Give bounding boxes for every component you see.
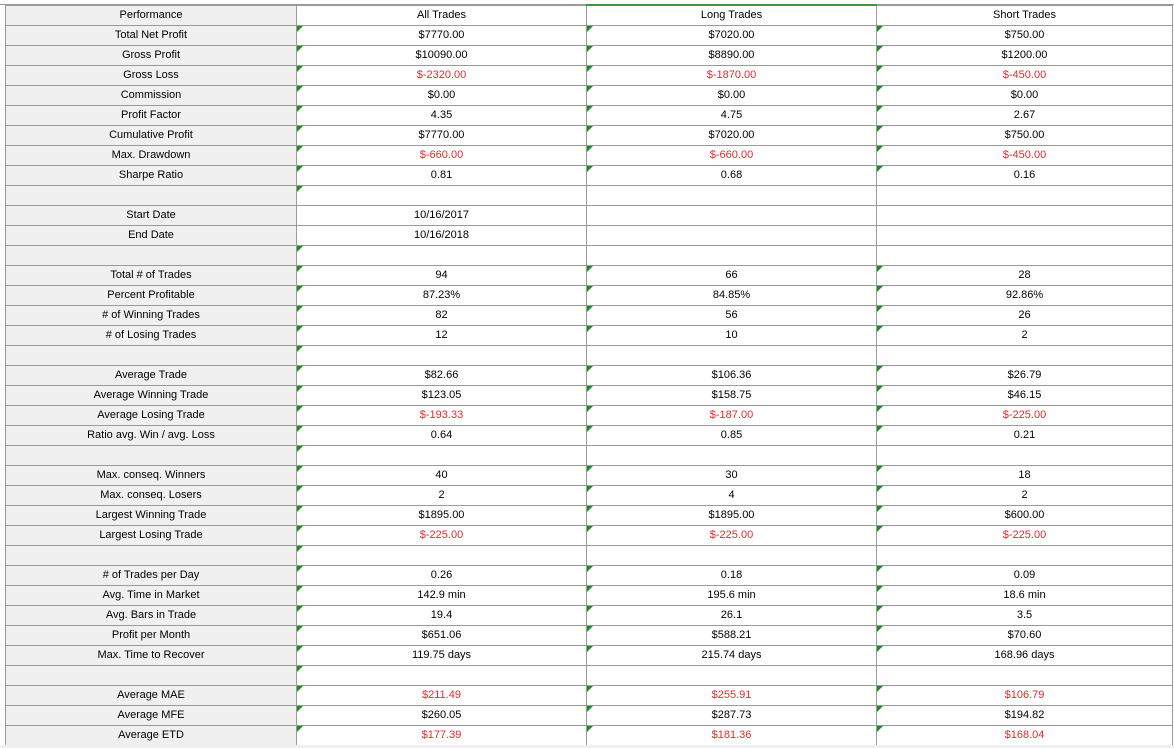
all-trades-cell[interactable]: 82 bbox=[297, 306, 587, 326]
row-label[interactable]: Sharpe Ratio bbox=[6, 166, 297, 186]
short-trades-cell[interactable]: $168.04 bbox=[877, 726, 1173, 746]
value-cell[interactable] bbox=[297, 666, 587, 686]
table-row bbox=[6, 626, 1173, 646]
all-trades-cell[interactable]: $-660.00 bbox=[297, 146, 587, 166]
row-label[interactable]: Avg. Time in Market bbox=[6, 586, 297, 606]
long-trades-cell[interactable]: $255.91 bbox=[587, 686, 877, 706]
value-cell[interactable] bbox=[587, 546, 877, 566]
all-trades-cell[interactable]: $82.66 bbox=[297, 366, 587, 386]
table-row bbox=[6, 286, 1173, 306]
all-trades-cell[interactable]: 0.81 bbox=[297, 166, 587, 186]
value-cell[interactable] bbox=[297, 446, 587, 466]
table-row bbox=[6, 706, 1173, 726]
row-label[interactable]: Total Net Profit bbox=[6, 26, 297, 46]
long-trades-cell[interactable]: $588.21 bbox=[587, 626, 877, 646]
table-row bbox=[6, 426, 1173, 446]
header-row bbox=[6, 5, 1173, 26]
row-label[interactable]: # of Winning Trades bbox=[6, 306, 297, 326]
short-trades-cell[interactable]: $194.82 bbox=[877, 706, 1173, 726]
long-trades-cell[interactable]: 66 bbox=[587, 266, 877, 286]
short-trades-cell[interactable]: $-225.00 bbox=[877, 406, 1173, 426]
row-label-cell[interactable] bbox=[6, 346, 297, 366]
short-trades-cell[interactable]: $-450.00 bbox=[877, 146, 1173, 166]
all-trades-cell[interactable]: $10090.00 bbox=[297, 46, 587, 66]
short-trades-cell[interactable]: 28 bbox=[877, 266, 1173, 286]
long-trades-cell[interactable]: $7020.00 bbox=[587, 126, 877, 146]
table-row bbox=[6, 226, 1173, 246]
short-trades-cell[interactable]: $46.15 bbox=[877, 386, 1173, 406]
all-trades-cell[interactable]: $0.00 bbox=[297, 86, 587, 106]
table-row bbox=[6, 126, 1173, 146]
all-trades-cell[interactable]: $1895.00 bbox=[297, 506, 587, 526]
long-trades-cell[interactable]: 10 bbox=[587, 326, 877, 346]
performance-grid bbox=[5, 4, 1173, 746]
all-trades-cell[interactable]: 119.75 days bbox=[297, 646, 587, 666]
short-trades-cell[interactable]: $26.79 bbox=[877, 366, 1173, 386]
row-label[interactable]: Profit Factor bbox=[6, 106, 297, 126]
long-trades-cell[interactable]: $7020.00 bbox=[587, 26, 877, 46]
value-cell[interactable] bbox=[587, 186, 877, 206]
spacer-row bbox=[6, 346, 1173, 366]
value-cell[interactable] bbox=[297, 186, 587, 206]
table-row bbox=[6, 606, 1173, 626]
all-trades-cell[interactable]: 19.4 bbox=[297, 606, 587, 626]
spacer-row bbox=[6, 446, 1173, 466]
value-cell[interactable] bbox=[297, 546, 587, 566]
table-row bbox=[6, 206, 1173, 226]
short-trades-cell[interactable]: 2.67 bbox=[877, 106, 1173, 126]
short-trades-cell[interactable]: 18.6 min bbox=[877, 586, 1173, 606]
row-label[interactable]: Max. conseq. Winners bbox=[6, 466, 297, 486]
table-row bbox=[6, 566, 1173, 586]
table-row bbox=[6, 486, 1173, 506]
long-trades-cell[interactable]: 4.75 bbox=[587, 106, 877, 126]
column-header-performance[interactable]: Performance bbox=[6, 5, 297, 26]
row-label[interactable]: Max. Time to Recover bbox=[6, 646, 297, 666]
long-trades-cell[interactable]: $-187.00 bbox=[587, 406, 877, 426]
row-label[interactable]: Gross Loss bbox=[6, 66, 297, 86]
table-row bbox=[6, 406, 1173, 426]
row-label[interactable]: Gross Profit bbox=[6, 46, 297, 66]
short-trades-cell[interactable]: 0.21 bbox=[877, 426, 1173, 446]
all-trades-cell[interactable]: $-193.33 bbox=[297, 406, 587, 426]
row-label[interactable]: Average ETD bbox=[6, 726, 297, 746]
row-label[interactable]: End Date bbox=[6, 226, 297, 246]
table-row bbox=[6, 26, 1173, 46]
all-trades-cell[interactable]: $7770.00 bbox=[297, 126, 587, 146]
table-row bbox=[6, 366, 1173, 386]
all-trades-cell[interactable]: $-225.00 bbox=[297, 526, 587, 546]
short-trades-cell[interactable] bbox=[877, 206, 1173, 226]
long-trades-cell[interactable]: 195.6 min bbox=[587, 586, 877, 606]
all-trades-cell[interactable]: $260.05 bbox=[297, 706, 587, 726]
short-trades-cell[interactable]: $750.00 bbox=[877, 26, 1173, 46]
value-cell[interactable] bbox=[877, 246, 1173, 266]
long-trades-cell[interactable]: 0.18 bbox=[587, 566, 877, 586]
table-row bbox=[6, 466, 1173, 486]
row-label[interactable]: # of Trades per Day bbox=[6, 566, 297, 586]
short-trades-cell[interactable]: $1200.00 bbox=[877, 46, 1173, 66]
short-trades-cell[interactable]: $600.00 bbox=[877, 506, 1173, 526]
value-cell[interactable] bbox=[297, 346, 587, 366]
row-label-cell[interactable] bbox=[6, 246, 297, 266]
value-cell[interactable] bbox=[877, 186, 1173, 206]
all-trades-cell[interactable]: $-2320.00 bbox=[297, 66, 587, 86]
all-trades-cell[interactable]: 40 bbox=[297, 466, 587, 486]
row-label[interactable]: Max. Drawdown bbox=[6, 146, 297, 166]
short-trades-cell[interactable]: 0.09 bbox=[877, 566, 1173, 586]
row-label[interactable]: Average Winning Trade bbox=[6, 386, 297, 406]
table-row bbox=[6, 266, 1173, 286]
all-trades-cell[interactable]: $123.05 bbox=[297, 386, 587, 406]
short-trades-cell[interactable]: $0.00 bbox=[877, 86, 1173, 106]
row-label[interactable]: Percent Profitable bbox=[6, 286, 297, 306]
table-row bbox=[6, 526, 1173, 546]
short-trades-cell[interactable]: $750.00 bbox=[877, 126, 1173, 146]
row-label[interactable]: Max. conseq. Losers bbox=[6, 486, 297, 506]
table-row bbox=[6, 646, 1173, 666]
long-trades-cell[interactable]: 84.85% bbox=[587, 286, 877, 306]
spacer-row bbox=[6, 186, 1173, 206]
all-trades-cell[interactable]: 10/16/2017 bbox=[297, 206, 587, 226]
spacer-row bbox=[6, 666, 1173, 686]
short-trades-cell[interactable]: 3.5 bbox=[877, 606, 1173, 626]
short-trades-cell[interactable] bbox=[877, 226, 1173, 246]
all-trades-cell[interactable]: 142.9 min bbox=[297, 586, 587, 606]
value-cell[interactable] bbox=[587, 446, 877, 466]
table-row bbox=[6, 306, 1173, 326]
short-trades-cell[interactable]: $-225.00 bbox=[877, 526, 1173, 546]
table-row bbox=[6, 386, 1173, 406]
long-trades-cell[interactable]: $181.36 bbox=[587, 726, 877, 746]
value-cell[interactable] bbox=[877, 446, 1173, 466]
long-trades-cell[interactable]: $287.73 bbox=[587, 706, 877, 726]
long-trades-cell[interactable] bbox=[587, 206, 877, 226]
short-trades-cell[interactable]: 168.96 days bbox=[877, 646, 1173, 666]
row-label-cell[interactable] bbox=[6, 186, 297, 206]
all-trades-cell[interactable]: $177.39 bbox=[297, 726, 587, 746]
row-label-cell[interactable] bbox=[6, 666, 297, 686]
short-trades-cell[interactable]: $70.60 bbox=[877, 626, 1173, 646]
row-label[interactable]: # of Losing Trades bbox=[6, 326, 297, 346]
short-trades-cell[interactable]: 0.16 bbox=[877, 166, 1173, 186]
long-trades-cell[interactable]: $158.75 bbox=[587, 386, 877, 406]
row-label[interactable]: Avg. Bars in Trade bbox=[6, 606, 297, 626]
value-cell[interactable] bbox=[587, 246, 877, 266]
row-label[interactable]: Largest Winning Trade bbox=[6, 506, 297, 526]
long-trades-cell[interactable]: 4 bbox=[587, 486, 877, 506]
table-row bbox=[6, 326, 1173, 346]
long-trades-cell[interactable]: $8890.00 bbox=[587, 46, 877, 66]
row-label[interactable]: Cumulative Profit bbox=[6, 126, 297, 146]
all-trades-cell[interactable]: 12 bbox=[297, 326, 587, 346]
all-trades-cell[interactable]: 94 bbox=[297, 266, 587, 286]
value-cell[interactable] bbox=[877, 666, 1173, 686]
value-cell[interactable] bbox=[587, 346, 877, 366]
row-label-cell[interactable] bbox=[6, 546, 297, 566]
row-label[interactable]: Total # of Trades bbox=[6, 266, 297, 286]
all-trades-cell[interactable]: 4.35 bbox=[297, 106, 587, 126]
long-trades-cell[interactable]: 215.74 days bbox=[587, 646, 877, 666]
short-trades-cell[interactable]: $-450.00 bbox=[877, 66, 1173, 86]
row-label[interactable]: Ratio avg. Win / avg. Loss bbox=[6, 426, 297, 446]
long-trades-cell[interactable]: $-1870.00 bbox=[587, 66, 877, 86]
all-trades-cell[interactable]: 87.23% bbox=[297, 286, 587, 306]
long-trades-cell[interactable]: $106.36 bbox=[587, 366, 877, 386]
table-row bbox=[6, 66, 1173, 86]
value-cell[interactable] bbox=[877, 546, 1173, 566]
row-label[interactable]: Start Date bbox=[6, 206, 297, 226]
spacer-row bbox=[6, 546, 1173, 566]
long-trades-cell[interactable] bbox=[587, 226, 877, 246]
long-trades-cell[interactable]: $1895.00 bbox=[587, 506, 877, 526]
table-row bbox=[6, 586, 1173, 606]
all-trades-cell[interactable]: 10/16/2018 bbox=[297, 226, 587, 246]
table-row bbox=[6, 106, 1173, 126]
row-label[interactable]: Commission bbox=[6, 86, 297, 106]
row-label[interactable]: Profit per Month bbox=[6, 626, 297, 646]
row-label-cell[interactable] bbox=[6, 446, 297, 466]
long-trades-cell[interactable]: 26.1 bbox=[587, 606, 877, 626]
all-trades-cell[interactable]: 0.26 bbox=[297, 566, 587, 586]
row-label[interactable]: Average Losing Trade bbox=[6, 406, 297, 426]
short-trades-cell[interactable]: 18 bbox=[877, 466, 1173, 486]
value-cell[interactable] bbox=[587, 666, 877, 686]
value-cell[interactable] bbox=[297, 246, 587, 266]
long-trades-cell[interactable]: $0.00 bbox=[587, 86, 877, 106]
spacer-row bbox=[6, 246, 1173, 266]
row-label[interactable]: Largest Losing Trade bbox=[6, 526, 297, 546]
table-row bbox=[6, 506, 1173, 526]
long-trades-cell[interactable]: 30 bbox=[587, 466, 877, 486]
table-row bbox=[6, 686, 1173, 706]
short-trades-cell[interactable]: $106.79 bbox=[877, 686, 1173, 706]
long-trades-cell[interactable]: 0.85 bbox=[587, 426, 877, 446]
all-trades-cell[interactable]: $651.06 bbox=[297, 626, 587, 646]
table-row bbox=[6, 46, 1173, 66]
column-header-long-trades[interactable]: Long Trades bbox=[587, 5, 877, 26]
all-trades-cell[interactable]: $211.49 bbox=[297, 686, 587, 706]
value-cell[interactable] bbox=[877, 346, 1173, 366]
table-row bbox=[6, 166, 1173, 186]
long-trades-cell[interactable]: $-660.00 bbox=[587, 146, 877, 166]
table-row bbox=[6, 146, 1173, 166]
table-row bbox=[6, 726, 1173, 746]
all-trades-cell[interactable]: $7770.00 bbox=[297, 26, 587, 46]
row-label[interactable]: Average MFE bbox=[6, 706, 297, 726]
short-trades-cell[interactable]: 92.86% bbox=[877, 286, 1173, 306]
row-label[interactable]: Average Trade bbox=[6, 366, 297, 386]
long-trades-cell[interactable]: 0.68 bbox=[587, 166, 877, 186]
short-trades-cell[interactable]: 2 bbox=[877, 486, 1173, 506]
table-row bbox=[6, 86, 1173, 106]
short-trades-cell[interactable]: 26 bbox=[877, 306, 1173, 326]
column-header-all-trades[interactable]: All Trades bbox=[297, 5, 587, 26]
column-header-short-trades[interactable]: Short Trades bbox=[877, 5, 1173, 26]
row-label[interactable]: Average MAE bbox=[6, 686, 297, 706]
long-trades-cell[interactable]: $-225.00 bbox=[587, 526, 877, 546]
all-trades-cell[interactable]: 2 bbox=[297, 486, 587, 506]
long-trades-cell[interactable]: 56 bbox=[587, 306, 877, 326]
short-trades-cell[interactable]: 2 bbox=[877, 326, 1173, 346]
all-trades-cell[interactable]: 0.64 bbox=[297, 426, 587, 446]
grid-body bbox=[6, 26, 1173, 746]
